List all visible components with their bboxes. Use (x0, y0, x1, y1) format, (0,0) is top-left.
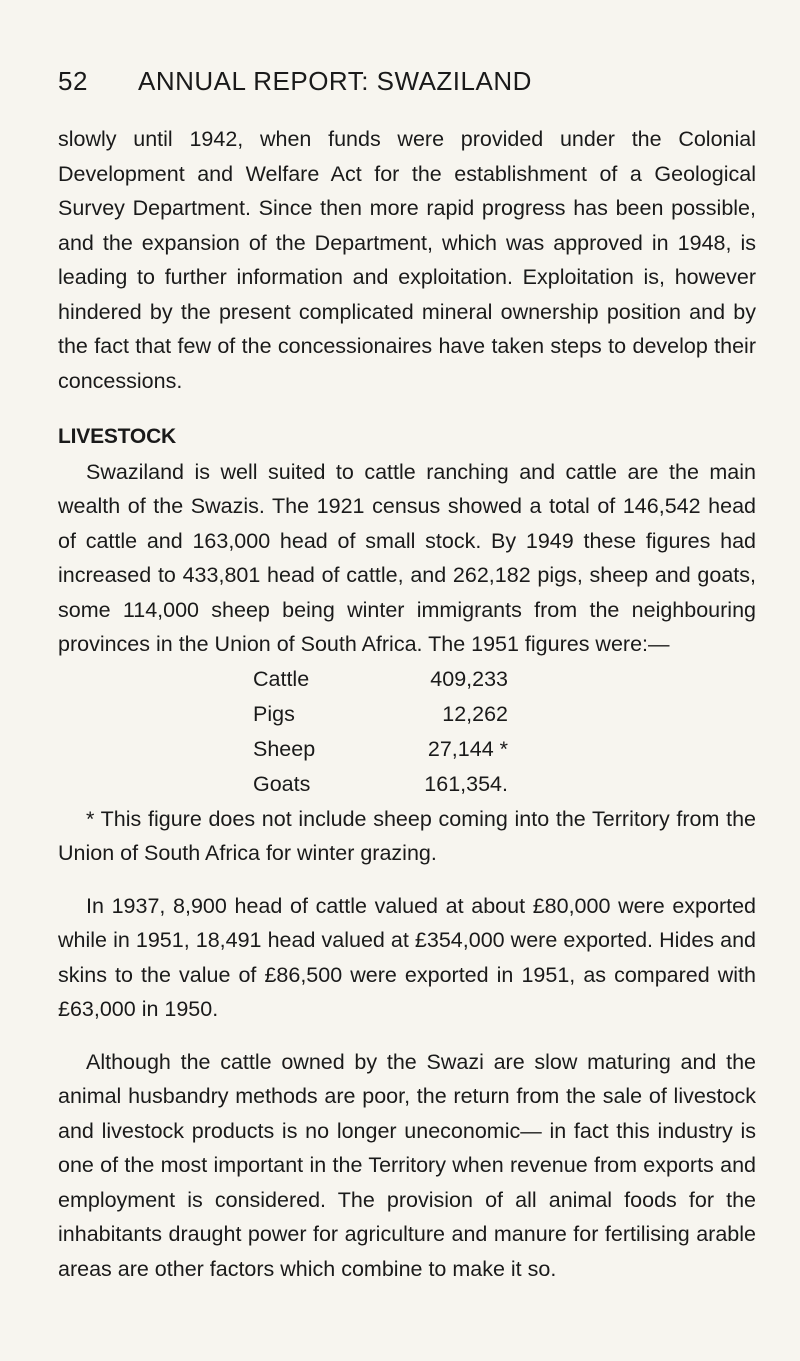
table-row (253, 662, 508, 697)
intro-paragraph: slowly until 1942, when funds were provided under the Colonial Development and Welfare Act for the establishment of a Geological Survey Department. Since then more rapid progress has been possible, and the expansion of the Department, which was approved in 1948, is leading to further information and exploitation. Exploitation is, however hindered by the present complicated mineral ownership position and by the fact that few of the concessionaires have taken steps to develop their concessions. (58, 127, 756, 393)
page-body (58, 122, 756, 1286)
animal-count: 27,144 * (427, 736, 508, 761)
animal-count: 12,262 (442, 701, 508, 726)
closing-paragraph: Although the cattle owned by the Swazi are slow maturing and the animal husbandry methods are poor, the return from the sale of livestock and livestock products is no longer uneconomic— in fact this industry is one of the most important in the Territory when revenue from exports and employment is considered. The provision of all animal foods for the inhabitants draught power for agriculture and manure for fertilising arable areas are other factors which combine to make it so. (58, 1049, 756, 1281)
table-row (253, 732, 508, 767)
livestock-figures-table (253, 662, 508, 802)
section-heading-livestock: LIVESTOCK (58, 425, 176, 448)
exports-paragraph: In 1937, 8,900 head of cattle valued at about £80,000 were exported while in 1951, 18,491 head valued at £354,000 were exported. Hides and skins to the value of £86,500 were exported in 1951, as compared with £63,000 in 1950. (58, 893, 756, 1021)
animal-name: Pigs (253, 701, 295, 726)
animal-name: Goats (253, 771, 311, 796)
animal-name: Cattle (253, 666, 310, 691)
footnote: * This figure does not include sheep coming into the Territory from the Union of South Africa for winter grazing. (58, 806, 756, 865)
animal-name: Sheep (253, 736, 316, 761)
running-title: ANNUAL REPORT: SWAZILAND (138, 66, 532, 96)
table-row (253, 767, 508, 802)
page-number: 52 (58, 66, 88, 96)
page-header (58, 66, 758, 106)
livestock-paragraph: Swaziland is well suited to cattle ranching and cattle are the main wealth of the Swazis. The 1921 census showed a total of 146,542 head of cattle and 163,000 head of small stock. By 1949 these figures had increased to 433,801 head of cattle, and 262,182 pigs, sheep and goats, some 114,000 sheep being winter immigrants from the neighbouring provinces in the Union of South Africa. The 1951 figures were:— (58, 459, 756, 656)
animal-count: 409,233 (430, 666, 508, 691)
table-row (253, 697, 508, 732)
animal-count: 161,354. (424, 771, 508, 796)
